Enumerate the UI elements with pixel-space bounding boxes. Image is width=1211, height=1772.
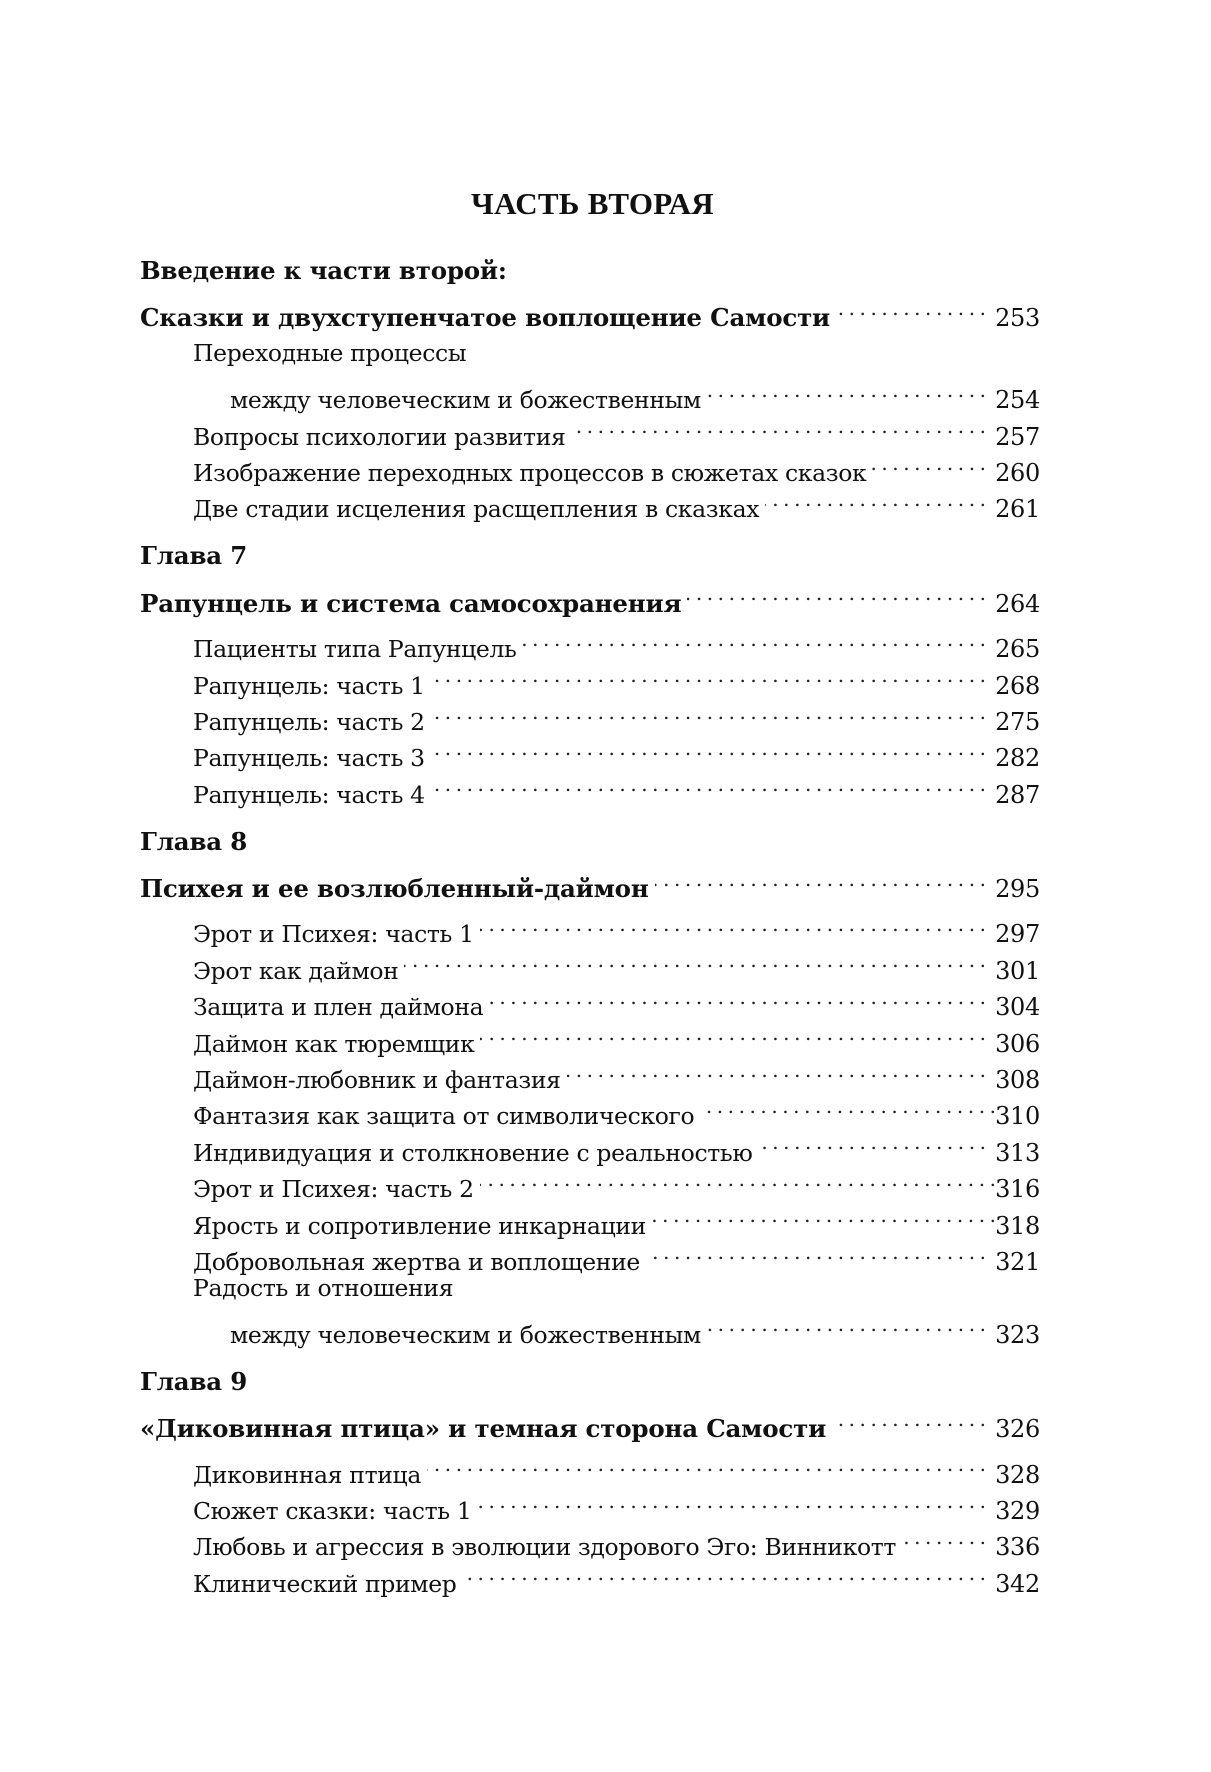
dot-leader — [836, 290, 985, 326]
entry-title: Изображение переходных процессов в сюжетах сказок — [193, 458, 867, 487]
page-number: 265 — [995, 635, 1040, 664]
chapter-title: «Диковинная птица» и темная сторона Самости — [140, 1414, 827, 1444]
page-number: 268 — [995, 671, 1040, 700]
dot-leader — [427, 1446, 985, 1482]
entry-title: Вопросы психологии развития — [193, 422, 566, 451]
toc-entry[interactable] — [140, 906, 1040, 949]
table-of-contents — [140, 252, 1040, 1598]
toc-section-introduction — [140, 252, 1040, 524]
toc-entry[interactable] — [140, 1446, 1040, 1489]
chapter-label: Глава 7 — [140, 541, 248, 571]
entry-title-line-2: между человеческим и божественным — [230, 386, 701, 415]
dot-leader — [463, 1555, 986, 1591]
dot-leader — [480, 1161, 995, 1197]
toc-entry[interactable] — [140, 372, 1040, 415]
toc-section-chapter-7 — [140, 537, 1040, 809]
section-title-entry[interactable] — [140, 290, 1040, 333]
page-number: 328 — [995, 1460, 1040, 1489]
dot-leader — [758, 1124, 985, 1160]
page-number: 342 — [995, 1569, 1040, 1598]
dot-leader — [687, 575, 985, 611]
page-number: 323 — [995, 1320, 1040, 1349]
dot-leader — [431, 657, 985, 693]
dot-leader — [567, 1052, 985, 1088]
toc-section-chapter-8 — [140, 823, 1040, 1349]
dot-leader — [700, 1088, 995, 1124]
entry-title-line-1: Переходные процессы — [193, 339, 467, 368]
dot-leader — [431, 766, 985, 802]
toc-entry-continued[interactable] — [140, 335, 1040, 371]
entry-title: Сюжет сказки: часть 1 — [193, 1496, 472, 1525]
entry-title: Диковинная птица — [193, 1460, 421, 1489]
page-number: 306 — [995, 1029, 1040, 1058]
chapter-title-entry[interactable] — [140, 1401, 1040, 1444]
entry-title: Рапунцель: часть 1 — [193, 671, 425, 700]
dot-leader — [902, 1519, 985, 1555]
entry-title: Индивидуация и столкновение с реальностью — [193, 1138, 753, 1167]
page-number: 336 — [995, 1533, 1040, 1562]
dot-leader — [431, 730, 985, 766]
dot-leader — [489, 979, 985, 1015]
page-number: 282 — [995, 744, 1040, 773]
page-number: 308 — [995, 1066, 1040, 1095]
page-number: 261 — [995, 495, 1040, 524]
entry-title: Добровольная жертва и воплощение — [193, 1247, 640, 1276]
dot-leader — [646, 1234, 985, 1270]
dot-leader — [872, 445, 985, 481]
page-number: 313 — [995, 1138, 1040, 1167]
page-number: 257 — [995, 422, 1040, 451]
entry-title: Эрот и Психея: часть 2 — [193, 1175, 474, 1204]
chapter-label: Глава 9 — [140, 1366, 248, 1396]
page-number: 254 — [995, 386, 1040, 415]
chapter-title: Рапунцель и система самосохранения — [140, 588, 682, 618]
toc-entry[interactable] — [140, 1306, 1040, 1349]
chapter-title-entry[interactable] — [140, 575, 1040, 618]
dot-leader — [477, 1483, 985, 1519]
chapter-heading[interactable] — [140, 823, 1040, 861]
dot-leader — [652, 1197, 995, 1233]
entry-title: Клинический пример — [193, 1569, 457, 1598]
entry-title: Ярость и сопротивление инкарнации — [193, 1211, 646, 1240]
page-number: 310 — [995, 1102, 1040, 1131]
section-heading-label: Введение к части второй: — [140, 256, 507, 285]
section-heading[interactable] — [140, 252, 1040, 290]
page-number: 275 — [995, 707, 1040, 736]
chapter-heading[interactable] — [140, 537, 1040, 575]
entry-title-line-2: между человеческим и божественным — [230, 1320, 701, 1349]
entry-title: Две стадии исцеления расщепления в сказках — [193, 495, 760, 524]
page-number: 264 — [995, 589, 1040, 618]
dot-leader — [707, 372, 985, 408]
page-number: 329 — [995, 1496, 1040, 1525]
entry-title: Эрот как даймон — [193, 956, 399, 985]
entry-title: Рапунцель: часть 4 — [193, 780, 425, 809]
page-number: 318 — [995, 1211, 1040, 1240]
entry-title: Защита и плен даймона — [193, 993, 484, 1022]
entry-title: Даймон-любовник и фантазия — [193, 1066, 561, 1095]
page-number: 321 — [995, 1247, 1040, 1276]
page-number: 260 — [995, 458, 1040, 487]
entry-title: Пациенты типа Рапунцель — [193, 635, 517, 664]
dot-leader — [404, 942, 985, 978]
chapter-title-entry[interactable] — [140, 861, 1040, 904]
dot-leader — [523, 621, 986, 657]
dot-leader — [707, 1306, 985, 1342]
page-number: 304 — [995, 993, 1040, 1022]
chapter-heading[interactable] — [140, 1363, 1040, 1401]
dot-leader — [571, 408, 985, 444]
dot-leader — [765, 481, 985, 517]
dot-leader — [480, 906, 985, 942]
page-number: 295 — [995, 875, 1040, 904]
page-number: 301 — [995, 956, 1040, 985]
entry-title: Рапунцель: часть 3 — [193, 744, 425, 773]
page-number: 326 — [995, 1415, 1040, 1444]
chapter-title: Психея и ее возлюбленный-даймон — [140, 874, 649, 904]
dot-leader — [655, 861, 986, 897]
dot-leader — [832, 1401, 985, 1437]
toc-section-chapter-9 — [140, 1363, 1040, 1598]
toc-entry[interactable] — [140, 621, 1040, 664]
page-number: 297 — [995, 920, 1040, 949]
chapter-label: Глава 8 — [140, 826, 248, 856]
entry-title: Эрот и Психея: часть 1 — [193, 920, 474, 949]
entry-title: Рапунцель: часть 2 — [193, 707, 425, 736]
dot-leader — [431, 694, 985, 730]
part-title: ЧАСТЬ ВТОРАЯ — [471, 186, 714, 221]
dot-leader — [480, 1015, 985, 1051]
entry-title: Фантазия как защита от символического — [193, 1102, 695, 1131]
page-number: 316 — [995, 1175, 1040, 1204]
entry-title: Любовь и агрессия в эволюции здорового Эго: Винникотт — [193, 1533, 897, 1562]
entry-title-line-1: Радость и отношения — [193, 1273, 454, 1302]
page-number: 253 — [995, 304, 1040, 333]
page-number: 287 — [995, 780, 1040, 809]
section-title: Сказки и двухступенчатое воплощение Самости — [140, 303, 831, 333]
entry-title: Даймон как тюремщик — [193, 1029, 475, 1058]
